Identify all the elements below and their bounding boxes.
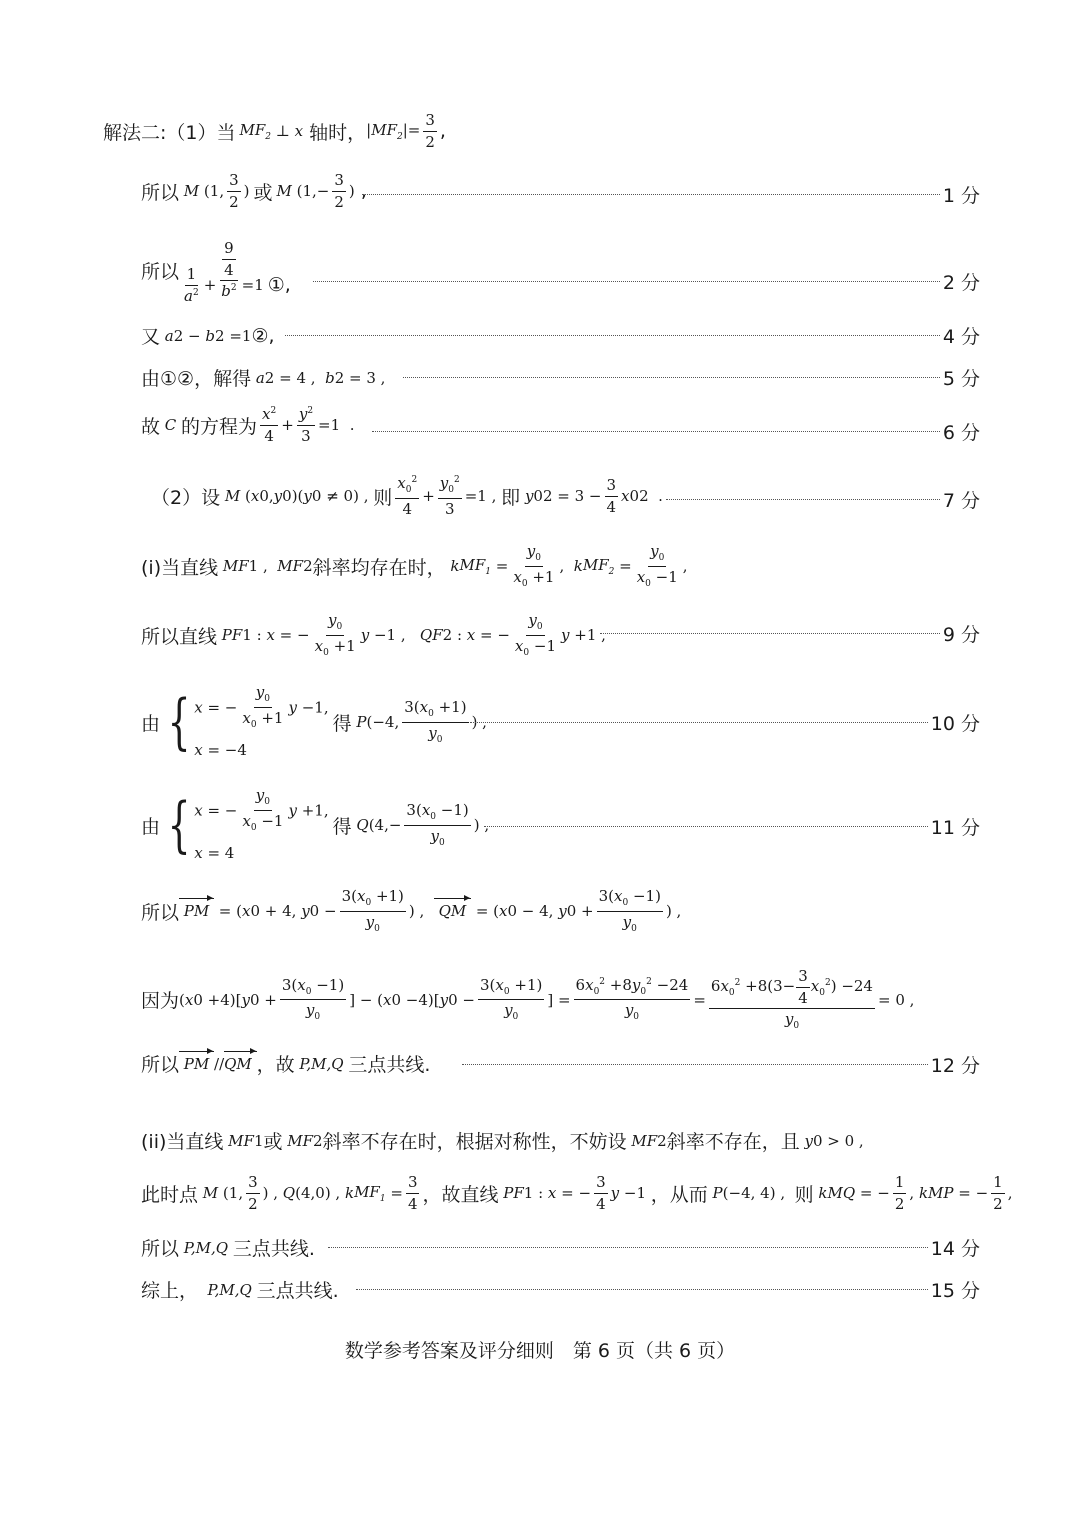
line-5-tail: 的方程为	[181, 415, 258, 438]
line-8-label: 所以直线	[141, 625, 218, 648]
line-9: 由 { x = − $\frac{y_0}{x_0 +1}$ y −1, x = −4 得 P (−4, $\frac{3(x_0 +1)}{y_0}$ ) ,	[141, 683, 487, 759]
line-11: 所以 PM = ( x 0 + 4, y 0 − $\frac{3(x_0 +1)}{y_0}$ ) , QM = ( x 0 − 4, y 0 + $\frac{3(x_0 -1)}{y_0}$ ) ,	[141, 887, 682, 934]
score-16: 14 分	[930, 1238, 980, 1260]
line-16: 所以 P,M,Q 三点共线.	[141, 1234, 315, 1261]
line-10-label: 由	[141, 815, 161, 838]
line-0: 解法二:（1）当 $MF_2$ ⊥ x 轴时， $|MF_2|=$ $\frac{3}{2}$ ,	[103, 111, 446, 151]
line-15-tail2: ，从而	[650, 1183, 708, 1206]
line-2: 所以 $\frac{1}{a^2}$ + $\frac{\frac{9}{4}}{b^2}$ =1 ①,	[141, 239, 291, 305]
line-6: （2）设 M ( x 0 , y 0 )( y 0 ≠ 0) , 则 $\frac{x_0^2}{4}$ + $\frac{y_0^2}{3}$ =1 , 即 y 0 2 = 3 − $\frac{3}{4}$ x 0 2 .	[151, 474, 663, 518]
line-13-tail2: 三点共线.	[348, 1054, 431, 1076]
line-12-label: 因为	[141, 990, 180, 1013]
line-1-label: 所以	[141, 181, 180, 204]
score-4: 5 分	[942, 368, 980, 390]
line-7-label: (i)当直线	[141, 556, 219, 579]
line-3-tail: ②,	[251, 324, 275, 347]
line-6-tail: 则	[373, 486, 393, 509]
line-4: 由①②，解得 a 2 = 4 , b 2 = 3 ,	[141, 364, 385, 391]
line-6-tail2: 即	[501, 486, 521, 509]
line-10: 由 { x = − $\frac{y_0}{x_0 -1}$ y +1, x = 4 得 Q (4,− $\frac{3(x_0 -1)}{y_0}$ ) ,	[141, 786, 490, 862]
line-6-label: （2）设	[151, 486, 221, 509]
line-2-tail: ①,	[267, 274, 291, 296]
score-13: 12 分	[930, 1055, 980, 1077]
score-5: 6 分	[942, 422, 980, 444]
line-16-tail: 三点共线.	[232, 1238, 315, 1260]
line-4-label: 由①②，解得	[141, 368, 252, 390]
line-9-tail: 得	[332, 712, 352, 735]
line-14-tail2: 斜率不存在时，根据对称性，不妨设	[322, 1131, 627, 1153]
line-3: 又 a 2 − b 2 =1 ②,	[141, 322, 275, 349]
line-11-label: 所以	[141, 901, 180, 924]
line-9-label: 由	[141, 712, 161, 735]
line-3-label: 又	[141, 326, 161, 348]
score-2: 2 分	[942, 272, 980, 294]
line-1-tail: 或	[253, 181, 273, 204]
line-12: 因为 ( x 0 +4)[ y 0 + $\frac{3(x_0 -1)}{y_0}$ ] − ( x 0 −4)[ y 0 − $\frac{3(x_0 +1)}{y_0}$ ] = $\frac{6x_0^2 +8y_0^2 -24}{y_0}$ = $6x_0^2 +8(3-$ $\frac{3}{4}$ $x_0^2) -24$ $y_0$ = 0 ,	[141, 967, 915, 1031]
line-17-tail: 三点共线.	[256, 1280, 339, 1302]
line-5-label: 故	[141, 415, 161, 438]
score-9: 10 分	[930, 713, 980, 735]
score-3: 4 分	[942, 326, 980, 348]
line-0-label: 解法二:（1）当	[103, 121, 236, 144]
line-5: 故 C 的方程为 $\frac{x^2}{4}$ + $\frac{y^2}{3}$ =1 .	[141, 405, 355, 445]
line-10-tail: 得	[332, 815, 352, 838]
line-14-label: (ii)当直线	[141, 1131, 224, 1153]
line-16-label: 所以	[141, 1238, 180, 1260]
line-14-tail: 或	[263, 1131, 283, 1153]
line-15-label: 此时点	[141, 1183, 199, 1206]
line-13-tail: ，故	[256, 1054, 295, 1076]
page-footer: 数学参考答案及评分细则 第 6 页（共 6 页）	[344, 1340, 736, 1362]
score-10: 11 分	[930, 817, 980, 839]
line-0-tail: 轴时，	[309, 121, 367, 144]
line-14: (ii)当直线 MF 1 或 MF 2 斜率不存在时，根据对称性，不妨设 MF 2 斜率不存在，且 y 0 > 0 ,	[141, 1127, 864, 1154]
line-13: 所以 PM // QM ，故 P,M,Q 三点共线.	[141, 1050, 430, 1077]
line-14-tail3: 斜率不存在，且	[666, 1131, 800, 1153]
line-15-tail3: 则	[794, 1183, 814, 1206]
line-8: 所以直线 PF 1 : x = − $\frac{y_0}{x_0 +1}$ y −1 , QF 2 : x = − $\frac{y_0}{x_0 -1}$ y +1 ,	[141, 611, 606, 658]
line-2-label: 所以	[141, 260, 180, 283]
score-8: 9 分	[942, 624, 980, 646]
line-17: 综上， P,M,Q 三点共线.	[141, 1276, 339, 1303]
line-7-tail: 斜率均存在时，	[312, 556, 446, 579]
line-7: (i)当直线 MF 1 , MF 2 斜率均存在时， k $MF_1$ = $\frac{y_0}{x_0 +1}$ , k $MF_2$ = $\frac{y_0}{x_0 -1}$ ,	[141, 542, 688, 589]
score-6: 7 分	[942, 490, 980, 512]
line-1: 所以 M (1, $\frac{3}{2}$ ) 或 M (1,− $\frac{3}{2}$ ) ,	[141, 171, 367, 211]
score-1: 1 分	[942, 185, 980, 207]
line-15-tail: ，故直线	[422, 1183, 499, 1206]
line-15: 此时点 M (1, $\frac{3}{2}$ ) , Q (4,0) , k $MF_1$ = $\frac{3}{4}$ ，故直线 PF 1 : x = − $\frac{3}{4}$ y −1 ，从而 P (−4, 4) , 则 k MQ = − $\frac{1}{2}$ , k MP = − $\frac{1}{2}$ ,	[141, 1173, 1013, 1213]
score-17: 15 分	[930, 1280, 980, 1302]
line-13-label: 所以	[141, 1054, 180, 1076]
line-17-label: 综上，	[141, 1280, 199, 1302]
